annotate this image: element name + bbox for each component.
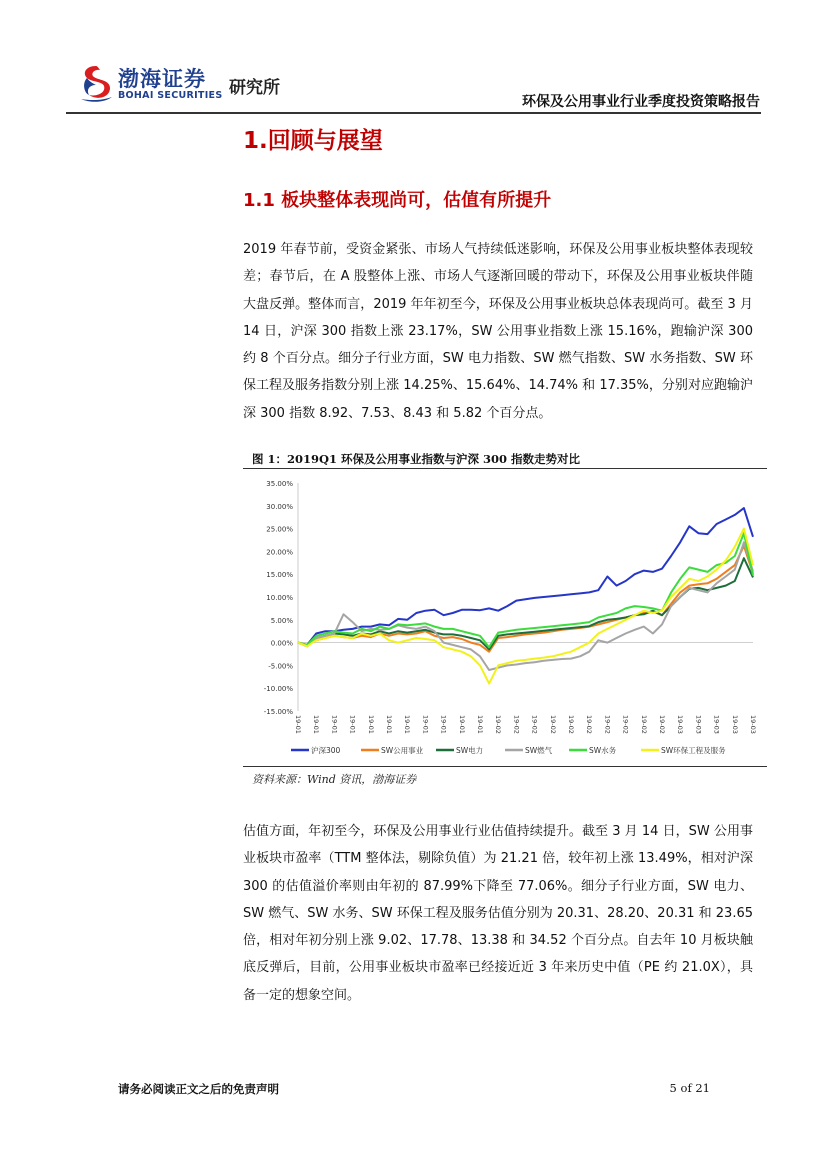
x-tick-label: 19-01 [403,715,412,734]
x-tick-label: 19-02 [603,715,612,734]
x-tick-label: 19-02 [621,715,630,734]
logo-english-name: BOHAI SECURITIES [118,90,223,101]
bohai-logo-mark [78,63,114,103]
footer-disclaimer: 请务必阅读正文之后的免责声明 [118,1082,279,1096]
x-tick-label: 19-03 [749,715,757,734]
page-number: 5 of 21 [669,1081,710,1095]
x-tick-label: 19-02 [494,715,503,734]
institute-label: 研究所 [229,78,280,98]
page-header [0,0,827,120]
figure-source: 资料来源：Wind 资讯，渤海证券 [252,773,417,786]
x-tick-label: 19-01 [366,715,375,734]
x-tick-label: 19-01 [457,715,466,734]
y-tick-label: 5.00% [270,616,293,625]
y-tick-label: 20.00% [266,548,293,557]
y-tick-label: 30.00% [266,502,293,511]
y-tick-label: 25.00% [266,525,293,534]
x-tick-label: 19-03 [676,715,685,734]
x-tick-label: 19-02 [567,715,575,734]
figure-bottom-rule [243,766,767,767]
y-tick-label: -5.00% [268,662,293,671]
y-tick-label: 10.00% [266,594,293,602]
series-line-0 [298,508,753,645]
x-tick-label: 19-03 [712,715,721,734]
x-tick-label: 19-02 [548,715,557,734]
chart-series-group [298,508,753,683]
y-axis [264,480,298,716]
x-tick-label: 19-02 [639,715,648,734]
x-tick-label: 19-01 [476,715,484,734]
x-tick-label: 19-01 [294,715,302,734]
y-tick-label: 0.00% [270,639,293,648]
series-line-5 [298,529,753,684]
y-tick-label: -15.00% [263,708,293,716]
x-tick-label: 19-01 [439,715,448,734]
body-paragraph-2: 估值方面，年初至今，环保及公用事业行业估值持续提升。截至 3 月 14 日，SW 公用事业板块市盈率（TTM 整体法，剔除负值）为 21.21 倍，较年初上涨 13.49%，相对沪深 300 的估值溢价率则由年初的 87.99%下降至 77.06%。细分子行业方面，SW 电力、SW 燃气、SW 水务、SW 环保工程及服务估值分别为 20.31、28.20、20.31 和 23.65 倍，相对年初分别上涨 9.02、17.78、13.38 和 34.52 个百分点。自去年 10 月板块触底反弹后，目前，公用事业板块市盈率已经接近近 3 年来历史中值（PE 约 21.0X），具备一定的想象空间。 [243,824,753,1003]
line-chart [243,469,767,766]
x-tick-label: 19-02 [658,715,666,734]
legend-label: 沪深300 [311,746,341,755]
x-tick-label: 19-02 [585,715,594,734]
body-paragraph-1: 2019 年春节前，受资金紧张、市场人气持续低迷影响，环保及公用事业板块整体表现较差；春节后，在 A 股整体上涨、市场人气逐渐回暖的带动下，环保及公用事业板块伴随大盘反弹。整体而言，2019 年年初至今，环保及公用事业板块总体表现尚可。截至 3 月 14 日，沪深 300 指数上涨 23.17%，SW 公用事业指数上涨 15.16%，跑输沪深 300 约 8 个百分点。细分子行业方面，SW 电力指数、SW 燃气指数、SW 水务指数、SW 环保工程及服务指数分别上涨 14.25%、15.64%、14.74% 和 17.35%，分别对应跑输沪深 300 指数 8.92、7.53、8.43 和 5.82 个百分点。 [243,242,753,421]
y-tick-label: 35.00% [266,480,293,488]
report-title: 环保及公用事业行业季度投资策略报告 [522,94,760,110]
x-tick-label: 19-01 [385,715,393,734]
x-axis [294,643,757,734]
x-tick-label: 19-01 [330,715,339,734]
header-divider [66,112,761,114]
y-tick-label: -10.00% [263,685,293,694]
x-tick-label: 19-01 [312,715,321,734]
series-line-3 [298,542,753,670]
x-tick-label: 19-01 [421,715,430,734]
legend-label: SW环保工程及服务 [661,746,726,755]
legend-label: SW水务 [589,746,617,755]
chart-legend [291,745,726,755]
x-tick-label: 19-01 [348,715,357,734]
legend-label: SW公用事业 [381,746,424,755]
y-tick-label: 15.00% [266,571,293,580]
x-tick-label: 19-02 [530,715,539,734]
legend-label: SW燃气 [525,746,553,755]
section-heading: 1.回顾与展望 [243,128,383,154]
x-tick-label: 19-03 [730,715,739,734]
bohai-logo [78,63,228,105]
subsection-heading: 1.1 板块整体表现尚可，估值有所提升 [243,190,552,211]
figure-caption: 图 1：2019Q1 环保及公用事业指数与沪深 300 指数走势对比 [252,452,581,466]
logo-chinese-name: 渤海证券 [118,67,206,91]
legend-label: SW电力 [456,746,484,755]
x-tick-label: 19-02 [512,715,521,734]
x-tick-label: 19-03 [694,715,703,734]
